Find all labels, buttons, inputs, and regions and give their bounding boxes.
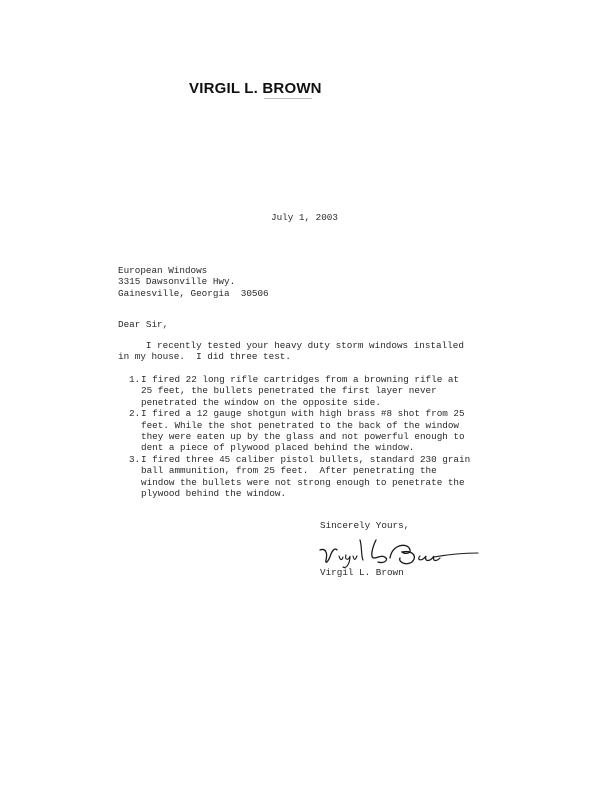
- letterhead-name: VIRGIL L. BROWN: [189, 80, 322, 97]
- signer-name: Virgil L. Brown: [320, 567, 404, 578]
- test-line: plywood behind the window.: [141, 488, 287, 500]
- intro-line: I recently tested your heavy duty storm windows installed: [118, 340, 464, 351]
- test-number: 2.: [129, 408, 141, 420]
- handwritten-signature: [316, 536, 481, 570]
- closing: Sincerely Yours,: [320, 520, 410, 531]
- test-number: 3.: [129, 453, 141, 465]
- recipient-address: [118, 265, 269, 299]
- test-line: ball ammunition, from 25 feet. After penetrating the: [141, 465, 437, 477]
- test-line: 25 feet, the bullets penetrated the first layer never: [141, 385, 437, 397]
- test-line: I fired a 12 gauge shotgun with high brass #8 shot from 25: [141, 408, 465, 420]
- test-line: dent a piece of plywood placed behind the window.: [141, 442, 415, 454]
- intro-paragraph: [118, 340, 508, 363]
- test-line: window the bullets were not strong enough to penetrate the: [141, 476, 465, 488]
- salutation: Dear Sir,: [118, 319, 169, 330]
- letterhead-rule: [264, 98, 312, 99]
- test-item-1: [118, 374, 498, 408]
- test-line: feet. While the shot penetrated to the back of the window: [141, 419, 460, 431]
- test-line: they were eaten up by the glass and not powerful enough to: [141, 431, 465, 443]
- intro-line: in my house. I did three test.: [118, 351, 291, 363]
- address-line: 3315 Dawsonville Hwy.: [118, 276, 236, 288]
- test-list: [118, 374, 498, 499]
- test-number: 1.: [129, 374, 141, 385]
- test-line: I fired 22 long rifle cartridges from a browning rifle at: [141, 374, 460, 385]
- letter-date: July 1, 2003: [271, 212, 338, 223]
- test-line: penetrated the window on the opposite side.: [141, 396, 381, 408]
- test-item-2: [118, 408, 498, 454]
- test-line: I fired three 45 caliber pistol bullets, standard 230 grain: [141, 453, 471, 465]
- address-line: European Windows: [118, 265, 208, 276]
- address-line: Gainesville, Georgia 30506: [118, 287, 269, 299]
- test-item-3: [118, 454, 498, 500]
